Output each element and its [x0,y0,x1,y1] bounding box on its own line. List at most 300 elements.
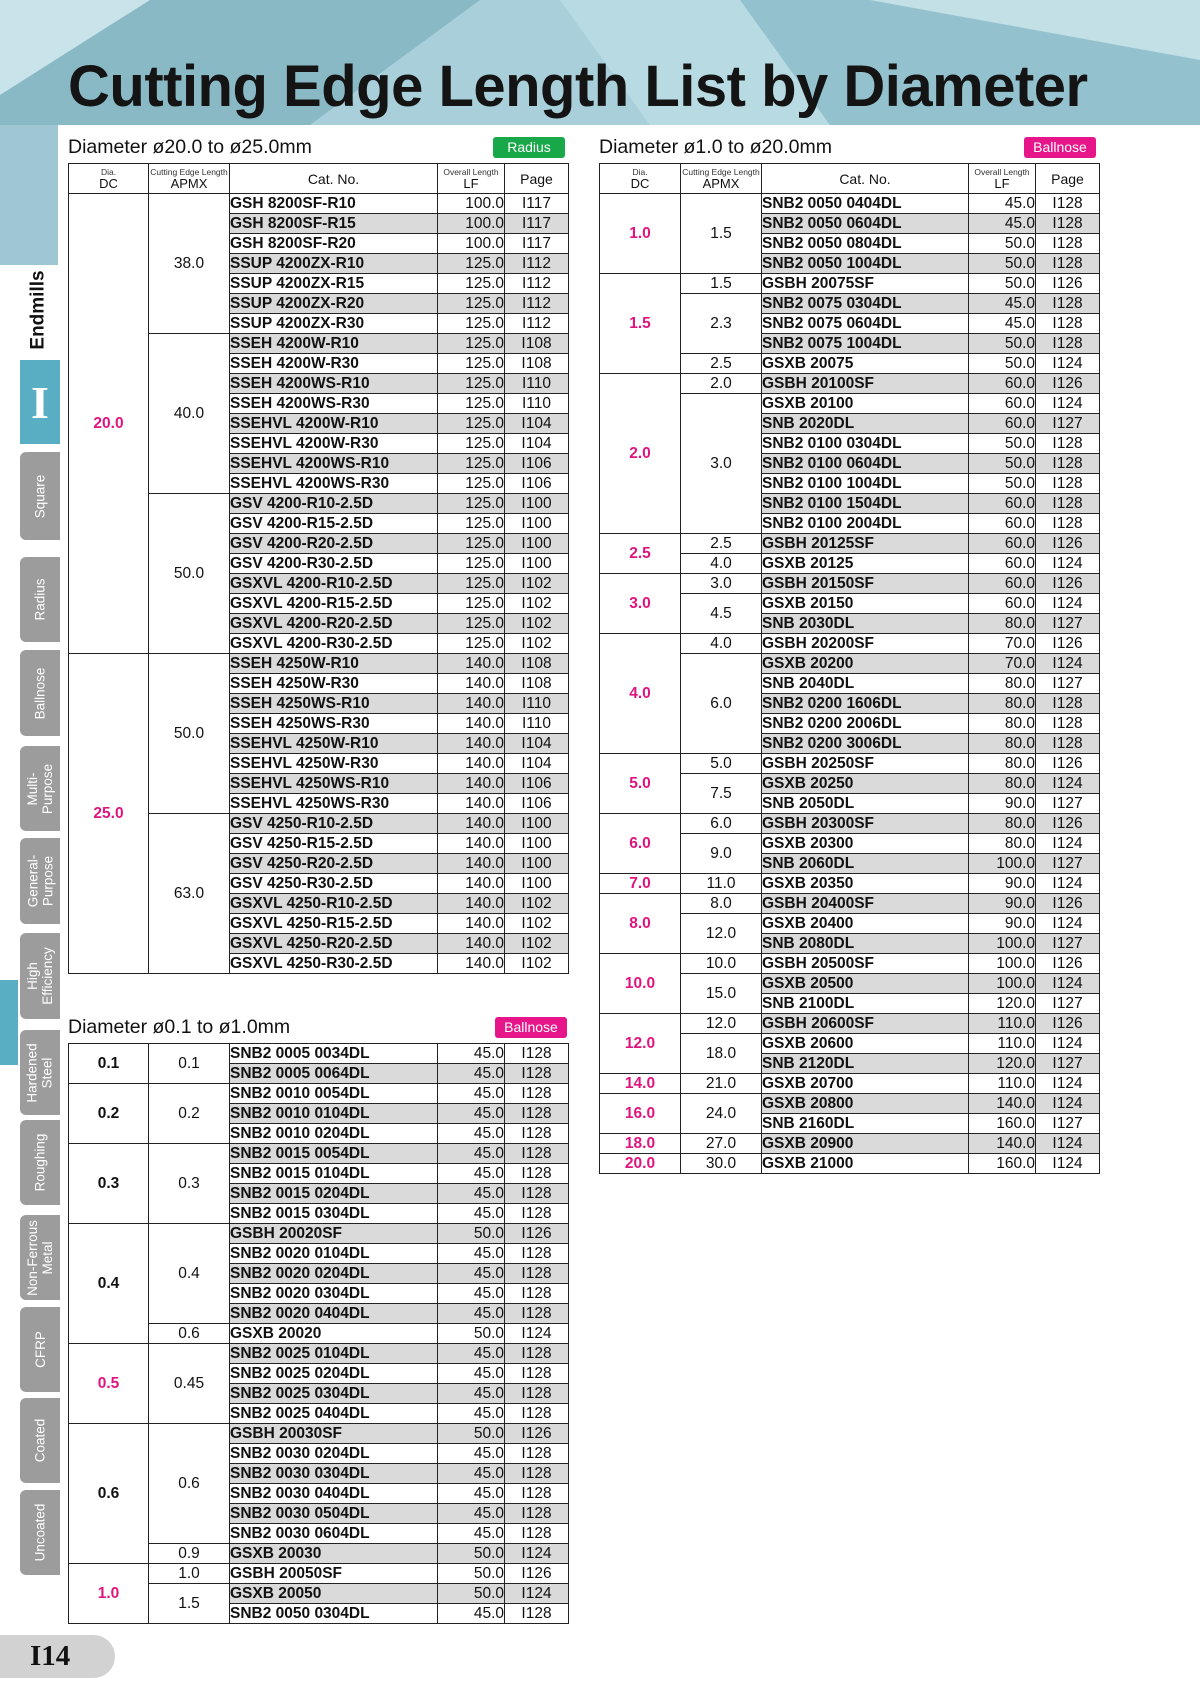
overall-length-cell: 50.0 [438,1584,505,1604]
cat-no-cell: GSXB 20300 [762,834,969,854]
page-ref-cell: I106 [505,454,569,474]
page-ref-cell: I128 [1036,474,1100,494]
cat-no-cell: SNB 2120DL [762,1054,969,1074]
cat-no-cell: GSBH 20150SF [762,574,969,594]
cutting-edge-length-cell: 6.0 [681,814,762,834]
cat-no-cell: GSXB 20600 [762,1034,969,1054]
cat-no-cell: GSH 8200SF-R20 [230,234,438,254]
diameter-cell: 0.4 [69,1224,149,1344]
cat-no-cell: SNB2 0005 0034DL [230,1044,438,1064]
page-ref-cell: I128 [505,1284,569,1304]
page-ref-cell: I112 [505,314,569,334]
sidebar-tab[interactable] [20,1030,60,1115]
cat-no-cell: GSV 4200-R30-2.5D [230,554,438,574]
page-ref-cell: I124 [1036,394,1100,414]
page-ref-cell: I128 [505,1304,569,1324]
sidebar-tab-label: High Efficiency [25,947,55,1005]
page-ref-cell: I128 [505,1604,569,1624]
cat-no-cell: GSXVL 4200-R10-2.5D [230,574,438,594]
cat-no-cell: SNB 2020DL [762,414,969,434]
overall-length-cell: 45.0 [438,1404,505,1424]
cat-no-cell: GSBH 20050SF [230,1564,438,1584]
cat-no-cell: GSXB 20075 [762,354,969,374]
page-ref-cell: I128 [505,1404,569,1424]
page-ref-cell: I127 [1036,994,1100,1014]
cat-no-cell: GSV 4200-R20-2.5D [230,534,438,554]
overall-length-cell: 125.0 [438,494,505,514]
cutting-edge-length-cell: 0.6 [149,1424,230,1544]
sidebar-tab[interactable] [20,1307,60,1392]
sidebar-tab[interactable] [20,746,60,831]
cutting-edge-length-cell: 1.5 [681,274,762,294]
overall-length-cell: 125.0 [438,594,505,614]
badge-ballnose-small: Ballnose [495,1017,567,1038]
overall-length-cell: 90.0 [969,914,1036,934]
page-ref-cell: I127 [1036,614,1100,634]
cat-no-cell: SNB2 0050 0304DL [230,1604,438,1624]
overall-length-cell: 45.0 [969,314,1036,334]
cutting-edge-length-cell: 63.0 [149,814,230,974]
table-row [600,954,1100,974]
sidebar-tab-label: Square [32,474,48,518]
cat-no-cell: GSBH 20600SF [762,1014,969,1034]
diameter-cell: 14.0 [600,1074,681,1094]
cutting-edge-length-cell: 18.0 [681,1034,762,1074]
page-ref-cell: I128 [1036,214,1100,234]
page-ref-cell: I102 [505,594,569,614]
cat-no-cell: GSBH 20200SF [762,634,969,654]
cat-no-cell: GSXVL 4250-R20-2.5D [230,934,438,954]
overall-length-cell: 45.0 [438,1284,505,1304]
cutting-edge-length-cell: 6.0 [681,654,762,754]
cat-no-cell: SSEH 4250W-R10 [230,654,438,674]
page-ref-cell: I124 [1036,1034,1100,1054]
page-ref-cell: I124 [1036,1154,1100,1174]
table-row [69,1084,569,1104]
page-ref-cell: I126 [1036,814,1100,834]
page-ref-cell: I126 [1036,374,1100,394]
page-ref-cell: I108 [505,334,569,354]
overall-length-cell: 80.0 [969,614,1036,634]
cat-no-cell: GSH 8200SF-R15 [230,214,438,234]
overall-length-cell: 80.0 [969,674,1036,694]
overall-length-cell: 140.0 [969,1134,1036,1154]
badge-radius: Radius [493,137,565,158]
page-ref-cell: I124 [1036,554,1100,574]
cat-no-cell: GSXVL 4200-R20-2.5D [230,614,438,634]
col-dia: Dia. DC [69,164,149,194]
diameter-cell: 5.0 [600,754,681,814]
page-ref-cell: I102 [505,614,569,634]
page-ref-cell: I128 [505,1344,569,1364]
cat-no-cell: SNB2 0015 0054DL [230,1144,438,1164]
page-ref-cell: I128 [505,1124,569,1144]
table-row [600,534,1100,554]
page-ref-cell: I126 [1036,894,1100,914]
overall-length-cell: 50.0 [438,1564,505,1584]
diameter-cell: 0.1 [69,1044,149,1084]
cat-no-cell: GSV 4250-R20-2.5D [230,854,438,874]
overall-length-cell: 80.0 [969,714,1036,734]
cat-no-cell: SNB2 0100 2004DL [762,514,969,534]
cat-no-cell: GSBH 20125SF [762,534,969,554]
page-ref-cell: I128 [505,1384,569,1404]
sidebar-heading: Endmills [28,270,49,350]
overall-length-cell: 50.0 [438,1424,505,1444]
overall-length-cell: 140.0 [438,914,505,934]
cat-no-cell: GSBH 20100SF [762,374,969,394]
cutting-edge-length-cell: 15.0 [681,974,762,1014]
overall-length-cell: 60.0 [969,514,1036,534]
overall-length-cell: 125.0 [438,554,505,574]
page-ref-cell: I126 [1036,534,1100,554]
sidebar-tab[interactable] [20,838,60,924]
cutting-edge-length-cell: 4.0 [681,554,762,574]
cutting-edge-length-cell: 1.0 [149,1564,230,1584]
table-row [600,1154,1100,1174]
overall-length-cell: 50.0 [969,454,1036,474]
col-apmx: Cutting Edge Length APMX [681,164,762,194]
page-ref-cell: I128 [505,1364,569,1384]
overall-length-cell: 45.0 [438,1504,505,1524]
col-page: Page [505,164,569,194]
overall-length-cell: 110.0 [969,1074,1036,1094]
page-number: I14 [0,1635,115,1678]
table-row [69,1564,569,1584]
cutting-edge-length-cell: 50.0 [149,654,230,814]
overall-length-cell: 100.0 [438,194,505,214]
overall-length-cell: 60.0 [969,494,1036,514]
table-row [600,1094,1100,1114]
cat-no-cell: SSUP 4200ZX-R15 [230,274,438,294]
page-ref-cell: I104 [505,414,569,434]
page-ref-cell: I126 [1036,634,1100,654]
page-ref-cell: I128 [1036,314,1100,334]
cat-no-cell: SNB2 0025 0204DL [230,1364,438,1384]
cat-no-cell: SNB2 0050 0404DL [762,194,969,214]
sidebar-tab-active[interactable]: I [20,360,60,444]
page-ref-cell: I110 [505,374,569,394]
sidebar-tab-label: Roughing [32,1133,48,1192]
cutting-edge-length-cell: 3.0 [681,574,762,594]
page-ref-cell: I124 [1036,914,1100,934]
diameter-cell: 1.5 [600,274,681,374]
overall-length-cell: 45.0 [438,1144,505,1164]
cat-no-cell: SSEH 4250W-R30 [230,674,438,694]
page-ref-cell: I128 [1036,294,1100,314]
overall-length-cell: 80.0 [969,754,1036,774]
table-row [69,1224,569,1244]
sidebar-tab-label: Radius [32,578,48,621]
cat-no-cell: SSEH 4200WS-R30 [230,394,438,414]
sidebar-tab[interactable] [20,933,60,1019]
cat-no-cell: GSXB 20900 [762,1134,969,1154]
sidebar-tab-label: Hardened Steel [25,1042,56,1103]
page-ref-cell: I126 [505,1564,569,1584]
cat-no-cell: GSXB 20700 [762,1074,969,1094]
page-ref-cell: I124 [1036,874,1100,894]
page-ref-cell: I124 [505,1584,569,1604]
page-ref-cell: I128 [505,1444,569,1464]
cat-no-cell: GSXB 20400 [762,914,969,934]
overall-length-cell: 125.0 [438,274,505,294]
overall-length-cell: 140.0 [438,834,505,854]
table-row [600,754,1100,774]
sidebar-tab[interactable] [20,1490,60,1575]
cutting-edge-length-cell: 0.4 [149,1224,230,1324]
cat-no-cell: SNB 2080DL [762,934,969,954]
overall-length-cell: 50.0 [969,434,1036,454]
col-dia: Dia. DC [600,164,681,194]
cat-no-cell: SSEHVL 4250WS-R10 [230,774,438,794]
page-ref-cell: I124 [1036,834,1100,854]
col-cat: Cat. No. [230,164,438,194]
overall-length-cell: 140.0 [438,754,505,774]
overall-length-cell: 160.0 [969,1114,1036,1134]
cat-no-cell: GSXB 20800 [762,1094,969,1114]
overall-length-cell: 50.0 [969,474,1036,494]
page-ref-cell: I128 [1036,194,1100,214]
overall-length-cell: 125.0 [438,354,505,374]
page-ref-cell: I100 [505,494,569,514]
overall-length-cell: 100.0 [969,974,1036,994]
page-ref-cell: I128 [1036,234,1100,254]
page-ref-cell: I126 [1036,274,1100,294]
page-title: Cutting Edge Length List by Diameter [68,54,1088,119]
cat-no-cell: GSBH 20030SF [230,1424,438,1444]
cat-no-cell: SSEHVL 4250W-R10 [230,734,438,754]
page-ref-cell: I100 [505,514,569,534]
cat-no-cell: SSEH 4250WS-R10 [230,694,438,714]
diameter-cell: 25.0 [69,654,149,974]
page-ref-cell: I128 [505,1104,569,1124]
page-ref-cell: I100 [505,534,569,554]
page-ref-cell: I100 [505,554,569,574]
cutting-edge-length-cell: 50.0 [149,494,230,654]
overall-length-cell: 140.0 [438,894,505,914]
overall-length-cell: 80.0 [969,694,1036,714]
page-ref-cell: I124 [1036,1134,1100,1154]
cat-no-cell: SNB2 0200 1606DL [762,694,969,714]
sidebar-tab[interactable] [20,1120,60,1205]
section-title-radius: Diameter ø20.0 to ø25.0mm [68,136,312,158]
page-ref-cell: I126 [1036,574,1100,594]
cat-no-cell: GSXB 20500 [762,974,969,994]
page-ref-cell: I117 [505,214,569,234]
sidebar-tab[interactable] [20,557,60,642]
table-row [69,1344,569,1364]
overall-length-cell: 45.0 [438,1484,505,1504]
cat-no-cell: SNB2 0100 0604DL [762,454,969,474]
page-ref-cell: I100 [505,874,569,894]
edge-length-table-ballnose-small [68,1043,569,1624]
sidebar-tab[interactable] [20,1398,60,1483]
page-ref-cell: I128 [505,1144,569,1164]
page-ref-cell: I126 [505,1424,569,1444]
overall-length-cell: 90.0 [969,894,1036,914]
sidebar-tab-label: General- Purpose [25,854,55,908]
cat-no-cell: SNB2 0020 0304DL [230,1284,438,1304]
table-row [600,814,1100,834]
overall-length-cell: 125.0 [438,294,505,314]
cutting-edge-length-cell: 4.0 [681,634,762,654]
cat-no-cell: SNB2 0015 0104DL [230,1164,438,1184]
page-ref-cell: I126 [505,1224,569,1244]
overall-length-cell: 60.0 [969,554,1036,574]
page-ref-cell: I102 [505,934,569,954]
diameter-cell: 0.2 [69,1084,149,1144]
page-ref-cell: I128 [505,1504,569,1524]
overall-length-cell: 45.0 [438,1184,505,1204]
diameter-cell: 4.0 [600,634,681,754]
overall-length-cell: 100.0 [438,234,505,254]
page-ref-cell: I110 [505,694,569,714]
cat-no-cell: GSXVL 4200-R15-2.5D [230,594,438,614]
page-ref-cell: I108 [505,674,569,694]
overall-length-cell: 80.0 [969,814,1036,834]
page-ref-cell: I100 [505,834,569,854]
edge-length-table-radius [68,163,569,974]
cat-no-cell: SNB2 0030 0604DL [230,1524,438,1544]
diameter-cell: 0.5 [69,1344,149,1424]
overall-length-cell: 50.0 [969,334,1036,354]
overall-length-cell: 140.0 [438,954,505,974]
cat-no-cell: SSEH 4200W-R30 [230,354,438,374]
sidebar-tab-label: Uncoated [32,1503,48,1562]
cat-no-cell: GSH 8200SF-R10 [230,194,438,214]
cat-no-cell: SSEHVL 4200WS-R10 [230,454,438,474]
cat-no-cell: SNB2 0015 0204DL [230,1184,438,1204]
cat-no-cell: SNB2 0030 0504DL [230,1504,438,1524]
cutting-edge-length-cell: 11.0 [681,874,762,894]
cat-no-cell: SSEHVL 4250WS-R30 [230,794,438,814]
page-ref-cell: I127 [1036,414,1100,434]
cutting-edge-length-cell: 2.5 [681,534,762,554]
page-ref-cell: I128 [505,1524,569,1544]
page-ref-cell: I126 [1036,954,1100,974]
overall-length-cell: 140.0 [438,674,505,694]
cat-no-cell: SNB2 0020 0404DL [230,1304,438,1324]
cat-no-cell: GSXB 21000 [762,1154,969,1174]
overall-length-cell: 45.0 [969,214,1036,234]
page-ref-cell: I127 [1036,674,1100,694]
table-row [69,1044,569,1064]
cat-no-cell: SSUP 4200ZX-R30 [230,314,438,334]
cat-no-cell: SNB2 0010 0204DL [230,1124,438,1144]
overall-length-cell: 45.0 [438,1084,505,1104]
page-ref-cell: I110 [505,714,569,734]
overall-length-cell: 50.0 [969,274,1036,294]
cutting-edge-length-cell: 8.0 [681,894,762,914]
overall-length-cell: 125.0 [438,394,505,414]
cutting-edge-length-cell: 5.0 [681,754,762,774]
cutting-edge-length-cell: 2.3 [681,294,762,354]
page-ref-cell: I124 [505,1324,569,1344]
cutting-edge-length-cell: 1.5 [681,194,762,274]
overall-length-cell: 100.0 [438,214,505,234]
cat-no-cell: SSEH 4250WS-R30 [230,714,438,734]
overall-length-cell: 45.0 [438,1064,505,1084]
section-marker [0,980,18,1065]
table-row [600,634,1100,654]
diameter-cell: 6.0 [600,814,681,874]
table-row [69,654,569,674]
page-ref-cell: I128 [505,1184,569,1204]
cat-no-cell: SNB 2160DL [762,1114,969,1134]
cat-no-cell: SNB2 0075 1004DL [762,334,969,354]
overall-length-cell: 125.0 [438,614,505,634]
cat-no-cell: GSBH 20500SF [762,954,969,974]
overall-length-cell: 140.0 [438,654,505,674]
page-ref-cell: I104 [505,434,569,454]
overall-length-cell: 45.0 [438,1364,505,1384]
cat-no-cell: GSXB 20150 [762,594,969,614]
table-row [600,874,1100,894]
page-ref-cell: I108 [505,654,569,674]
cat-no-cell: SNB2 0200 3006DL [762,734,969,754]
overall-length-cell: 140.0 [438,774,505,794]
table-row [69,1424,569,1444]
page-ref-cell: I102 [505,954,569,974]
diameter-cell: 1.0 [69,1564,149,1624]
diameter-cell: 8.0 [600,894,681,954]
diameter-cell: 20.0 [600,1154,681,1174]
cat-no-cell: SSEH 4200WS-R10 [230,374,438,394]
page-ref-cell: I128 [1036,334,1100,354]
col-page: Page [1036,164,1100,194]
cat-no-cell: SNB2 0010 0054DL [230,1084,438,1104]
page-ref-cell: I117 [505,234,569,254]
sidebar-tab-label: Ballnose [32,667,48,719]
page-ref-cell: I124 [1036,654,1100,674]
overall-length-cell: 45.0 [438,1244,505,1264]
page-ref-cell: I128 [505,1484,569,1504]
sidebar-tab[interactable] [20,650,60,736]
cat-no-cell: GSXB 20350 [762,874,969,894]
sidebar-band [0,125,58,265]
overall-length-cell: 50.0 [969,254,1036,274]
cutting-edge-length-cell: 0.2 [149,1084,230,1144]
overall-length-cell: 45.0 [438,1444,505,1464]
page-ref-cell: I124 [1036,594,1100,614]
sidebar-tab-label: Non-Ferrous Metal [25,1219,55,1296]
cutting-edge-length-cell: 2.0 [681,374,762,394]
overall-length-cell: 70.0 [969,654,1036,674]
overall-length-cell: 45.0 [438,1204,505,1224]
sidebar-tab[interactable] [20,1215,60,1300]
overall-length-cell: 120.0 [969,994,1036,1014]
overall-length-cell: 125.0 [438,434,505,454]
overall-length-cell: 160.0 [969,1154,1036,1174]
page-ref-cell: I106 [505,774,569,794]
cutting-edge-length-cell: 9.0 [681,834,762,874]
col-cat: Cat. No. [762,164,969,194]
cutting-edge-length-cell: 7.5 [681,774,762,814]
page-ref-cell: I128 [1036,494,1100,514]
cutting-edge-length-cell: 0.6 [149,1324,230,1344]
cat-no-cell: GSV 4250-R15-2.5D [230,834,438,854]
table-row [600,574,1100,594]
page-ref-cell: I110 [505,394,569,414]
diameter-cell: 2.0 [600,374,681,534]
overall-length-cell: 110.0 [969,1034,1036,1054]
page-ref-cell: I128 [1036,694,1100,714]
sidebar-tab-label: Multi- Purpose [25,763,56,814]
diameter-cell: 2.5 [600,534,681,574]
sidebar-tab[interactable] [20,452,60,540]
overall-length-cell: 45.0 [969,294,1036,314]
cutting-edge-length-cell: 24.0 [681,1094,762,1134]
